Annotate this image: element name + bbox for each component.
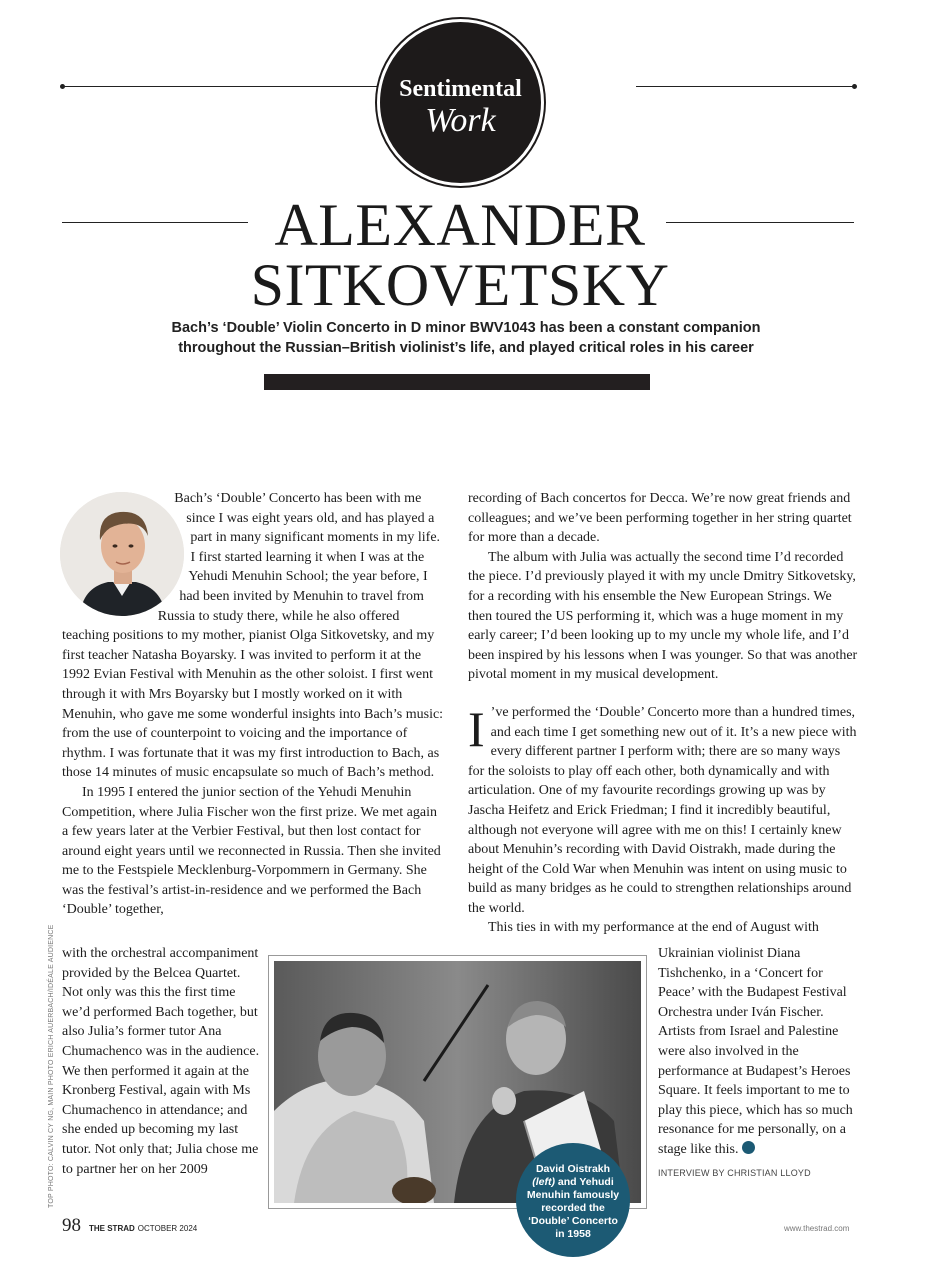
rule-end-dot: [852, 84, 857, 89]
end-mark-dot-icon: [742, 1141, 755, 1154]
paragraph: The album with Julia was actually the second time I’d recorded the piece. I’d previously played it with my uncle Dmitry Sitkovetsky, for a recording with his ensemble the New European Strings. We then toured the US performing it, which was a huge moment in my early career; I’d been looking up to my uncle my whole life, and I’d been inspired by his lessons when I was younger. So that was another pivotal moment in my musical development.: [468, 549, 858, 683]
paragraph: In 1995 I entered the junior section of the Yehudi Menuhin Competition, where Julia Fischer won the first prize. We met again a few years later at the Verbier Festival, but then lost contact for around eight years until we reconnected in Russia. Then she invited me to the Festspiele Mecklenburg-Vorpommern in Germany. She was the festival’s artist-in-residence and we performed the Bach ‘Double’ together,: [62, 784, 441, 918]
badge-title: Sentimental: [399, 76, 522, 102]
header-bar: [264, 374, 650, 390]
article-column-1: [62, 489, 445, 920]
standfirst-line-2: throughout the Russian–British violinist’s life, and played critical roles in his career: [178, 340, 754, 356]
paragraph: recording of Bach concertos for Decca. We’re now great friends and colleagues; and we’ve been performing together in her string quartet for more than a decade.: [468, 491, 852, 546]
photo-caption: [524, 1163, 622, 1241]
paragraph: with the orchestral accompaniment provided by the Belcea Quartet. Not only was this the first time we’d performed Bach together, but also Julia’s former tutor Ana Chumachenco was in the audience. We then performed it again at the Kronberg Festival, again with Ms Chumachenco in attendance; and she ended up becoming my last tutor. Not only that; Julia chose me to partner her on her 2009: [62, 946, 260, 1177]
photo-credit: TOP PHOTO: CALVIN CY NG, MAIN PHOTO ERICH AUERBACH/IDÉALE AUDIENCE: [48, 924, 55, 1208]
top-rule-left: [62, 86, 380, 87]
photo-caption-circle: [516, 1143, 630, 1257]
article-column-3: [658, 944, 858, 1183]
drop-cap: I: [468, 700, 485, 757]
website-url[interactable]: www.thestrad.com: [784, 1224, 850, 1233]
paragraph: Bach’s ‘Double’ Concerto has been with me since I was eight years old, and has played a part in many significant moments in my life. I first started learning it when I was at the Yehudi Menuhin School; the year before, I had been invited by Menuhin to travel from Russia to study there, while he also offered teaching positions to my mother, pianist Olga Sitkovetsky, and my first teacher Natasha Boyarsky. I was invited to perform it at the 1992 Evian Festival with Menuhin as the other soloist. I first went through it with Mrs Boyarsky but I mostly worked on it with Menuhin, who gave me some wonderful insights into Bach’s music: from the use of counterpoint to voicing and the importance of rhythm. I was fortunate that it was my first introduction to Bach, as those 14 minutes of music encapsulate so much of Bach’s method.: [62, 491, 444, 781]
issue-date: OCTOBER 2024: [137, 1224, 198, 1233]
top-rule-right: [636, 86, 854, 87]
paragraph-final: [658, 944, 858, 1160]
paragraph-text: ’ve performed the ‘Double’ Concerto more than a hundred times, and each time I get something new out of it. It’s a new piece with every different partner I perform with; there are so many ways for the soloists to play off each other, both dynamically and with articulation. One of my favourite recordings growing up was by Jascha Heifetz and Erick Friedman; I find it incredibly beautiful, although not everyone will agree with me on this! I certainly knew about Menuhin’s recording with David Oistrakh, made during the height of the Cold War when Menuhin was intent on using music to build as many bridges as he could to strengthen relationships around the world.: [468, 704, 857, 916]
caption-note: (left): [532, 1176, 555, 1188]
paragraph: This ties in with my performance at the end of August with: [488, 920, 819, 936]
page-number: 98: [62, 1215, 81, 1236]
caption-name: David Oistrakh: [535, 1163, 611, 1175]
portrait-wrap-space: [62, 489, 192, 613]
paragraph-dropcap: [468, 700, 858, 919]
rule-end-dot: [60, 84, 65, 89]
caption-rest: and Yehudi Menuhin famously recorded the ‘Double’ Concerto in 1958: [526, 1176, 620, 1240]
section-badge: [377, 19, 544, 186]
magazine-name: THE STRAD: [89, 1224, 135, 1233]
article-column-1-continued: [62, 944, 262, 1179]
headline-line-1: ALEXANDER: [274, 192, 646, 258]
standfirst-line-1: Bach’s ‘Double’ Violin Concerto in D minor BWV1043 has been a constant companion: [171, 320, 761, 336]
article-column-2: [468, 489, 858, 938]
headline-line-2: SITKOVETSKY: [250, 252, 670, 318]
badge-subtitle: Work: [425, 102, 496, 139]
interview-credit: INTERVIEW BY CHRISTIAN LLOYD: [658, 1167, 811, 1178]
folio-magazine: [89, 1224, 197, 1233]
standfirst: [130, 318, 802, 358]
paragraph-text: Ukrainian violinist Diana Tishchenko, in a ‘Concert for Peace’ with the Budapest Festival Orchestra under Iván Fischer. Artists from Israel and Palestine were also involved in the performance at Budapest’s Heroes Square. It feels important to me to play this piece, which has so much resonance for me personally, on a stage like this.: [658, 946, 853, 1157]
